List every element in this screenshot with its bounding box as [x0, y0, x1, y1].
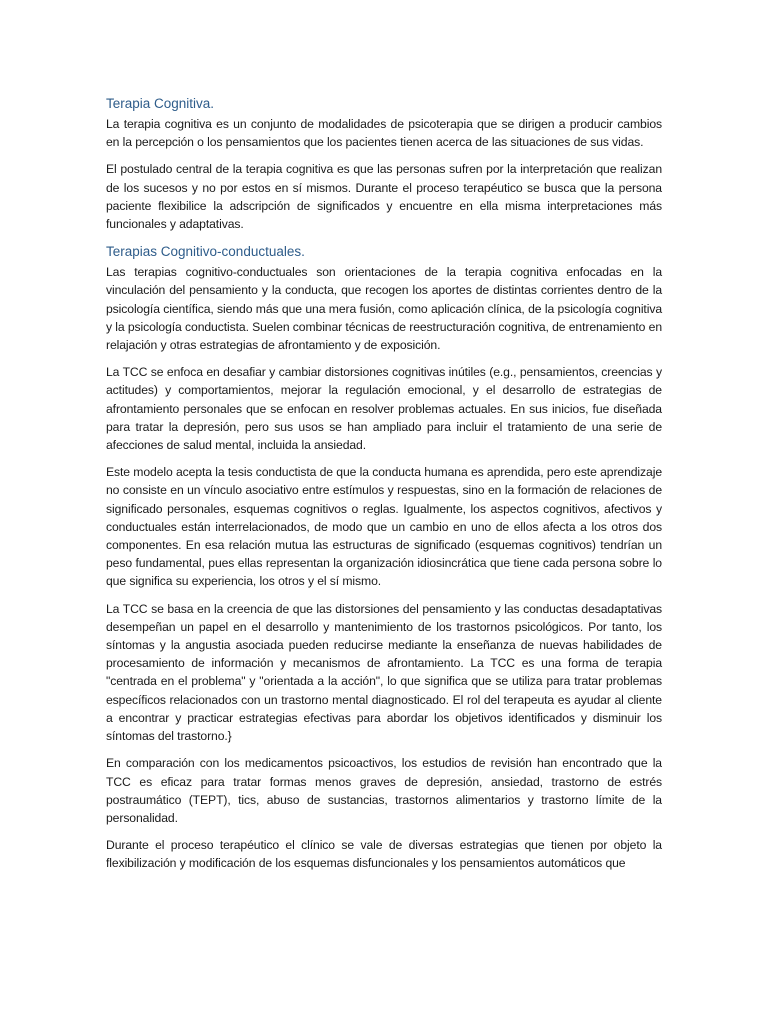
section-heading-terapias-cognitivo-conductuales: Terapias Cognitivo-conductuales. [106, 244, 305, 260]
paragraph: La TCC se enfoca en desafiar y cambiar distorsiones cognitivas inútiles (e.g., pensamientos, creencias y actitudes) y comportamientos, mejorar la regulación emocional, y el desarrollo de estrategias de afrontamiento personales que se enfocan en resolver problemas actuales. En sus inicios, fue diseñada para tratar la depresión, pero sus usos se han ampliado para incluir el tratamiento de una serie de afecciones de salud mental, incluida la ansiedad. [106, 365, 662, 453]
paragraph: Durante el proceso terapéutico el clínico se vale de diversas estrategias que tienen por objeto la flexibilización y modificación de los esquemas disfuncionales y los pensamientos automáticos que [106, 838, 662, 871]
paragraph: El postulado central de la terapia cognitiva es que las personas sufren por la interpretación que realizan de los sucesos y no por estos en sí mismos. Durante el proceso terapéutico se busca que la persona paciente flexibilice la adscripción de significados y encuentre en ella misma interpretaciones más funcionales y adaptativas. [106, 162, 662, 232]
paragraph: La terapia cognitiva es un conjunto de modalidades de psicoterapia que se dirigen a producir cambios en la percepción o los pensamientos que los pacientes tienen acerca de las situaciones de sus vidas. [106, 117, 662, 150]
section-heading-terapia-cognitiva: Terapia Cognitiva. [106, 96, 215, 111]
document-page [106, 94, 662, 882]
paragraph: Las terapias cognitivo-conductuales son orientaciones de la terapia cognitiva enfocadas en la vinculación del pensamiento y la conducta, que recogen los aportes de distintas corrientes dentro de la psicología científica, siendo más que una mera fusión, como aplicación clínica, de la psicología cognitiva y la psicología conductista. Suelen combinar técnicas de reestructuración cognitiva, de entrenamiento en relajación y otras estrategias de afrontamiento y de exposición. [106, 265, 662, 353]
paragraph: La TCC se basa en la creencia de que las distorsiones del pensamiento y las conductas desadaptativas desempeñan un papel en el desarrollo y mantenimiento de los trastornos psicológicos. Por tanto, los síntomas y la angustia asociada pueden reducirse mediante la enseñanza de nuevas habilidades de procesamiento de información y mecanismos de afrontamiento. La TCC es una forma de terapia "centrada en el problema" y "orientada a la acción", lo que significa que se utiliza para tratar problemas específicos relacionados con un trastorno mental diagnosticado. El rol del terapeuta es ayudar al cliente a encontrar y practicar estrategias efectivas para abordar los objetivos identificados y disminuir los síntomas del trastorno.} [106, 601, 662, 744]
paragraph: En comparación con los medicamentos psicoactivos, los estudios de revisión han encontrado que la TCC es eficaz para tratar formas menos graves de depresión, ansiedad, trastorno de estrés postraumático (TEPT), tics, abuso de sustancias, trastornos alimentarios y trastorno límite de la personalidad. [106, 756, 662, 825]
paragraph: Este modelo acepta la tesis conductista de que la conducta humana es aprendida, pero este aprendizaje no consiste en un vínculo asociativo entre estímulos y respuestas, sino en la formación de relaciones de significado personales, esquemas cognitivos o reglas. Igualmente, los aspectos cognitivos, afectivos y conductuales están interrelacionados, de modo que un cambio en uno de ellos afecta a los otros dos componentes. En esa relación mutua las estructuras de significado (esquemas cognitivos) tendrían un peso fundamental, pues ellas representan la organización idiosincrática que tiene cada persona sobre lo que significa su experiencia, los otros y el sí mismo. [106, 465, 662, 589]
